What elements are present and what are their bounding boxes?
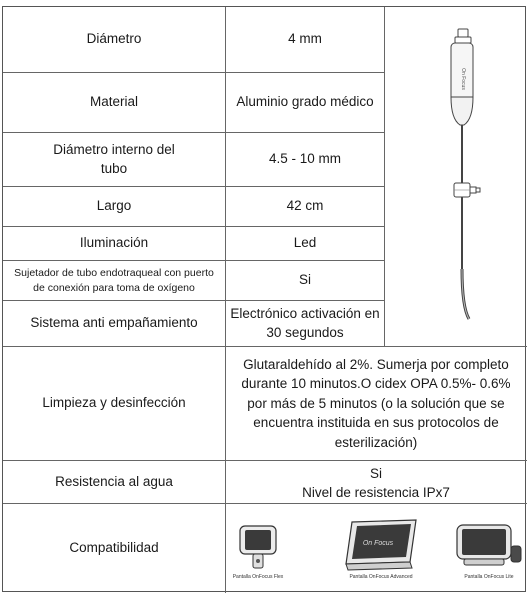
spec-value: 42 cm: [286, 198, 324, 214]
spec-label-cell: [3, 133, 226, 186]
spec-label-cell: [3, 7, 226, 72]
spec-row-material: [3, 72, 384, 132]
spec-value-cell: [226, 73, 384, 132]
spec-label: Iluminación: [79, 235, 149, 251]
spec-value-cell: [226, 261, 384, 300]
spec-label-cell: [3, 347, 226, 460]
spec-row-compatibility: [3, 503, 527, 593]
spec-label: Material: [89, 94, 138, 110]
spec-value-cell: [226, 7, 384, 72]
product-image-cell: [384, 7, 527, 346]
device-caption: Pantalla OnFocus Advanced: [349, 574, 413, 580]
spec-row-diameter: [3, 7, 384, 72]
spec-label: Sistema anti empañamiento: [30, 315, 198, 331]
spec-value-cell: [226, 227, 384, 260]
spec-value-secondary: Nivel de resistencia IPx7: [302, 484, 450, 500]
stylet-brand-text: On Focus: [460, 68, 466, 90]
device-onfocus-flex: [230, 524, 286, 580]
spec-row-anti-fog: [3, 300, 384, 346]
spec-label: Compatibilidad: [69, 540, 159, 556]
spec-label: Diámetro: [86, 31, 142, 47]
spec-value: 4.5 - 10 mm: [268, 151, 342, 167]
spec-value: Led: [293, 235, 317, 251]
spec-row-inner-diameter: [3, 132, 384, 186]
spec-row-cleaning: [3, 346, 527, 460]
spec-label: Largo: [96, 198, 132, 214]
device-caption: Pantalla OnFocus Flex: [232, 574, 284, 580]
spec-label-cell: [3, 461, 226, 503]
spec-label-cell: [3, 301, 226, 346]
spec-label: Diámetro interno del tubo: [53, 142, 175, 176]
monitor-lite-icon: [454, 522, 524, 572]
spec-row-tube-holder: [3, 260, 384, 300]
spec-row-water-resistance: [3, 460, 527, 503]
spec-table: [2, 6, 526, 592]
spec-value-cell: [226, 133, 384, 186]
compatibility-devices: [226, 504, 526, 593]
device-caption: Pantalla OnFocus Lite: [464, 574, 514, 580]
spec-value: Electrónico activación en 30 segundos: [230, 305, 380, 340]
spec-label-cell: [3, 227, 226, 260]
spec-label: Sujetador de tubo endotraqueal con puerto de conexión para toma de oxígeno: [14, 267, 214, 294]
device-onfocus-advanced: [336, 518, 426, 580]
spec-value: Si: [369, 466, 382, 481]
spec-value: 4 mm: [288, 31, 322, 47]
spec-label-cell: [3, 504, 226, 593]
spec-row-illumination: [3, 226, 384, 260]
spec-value: Aluminio grado médico: [236, 94, 374, 110]
spec-value-cell: [226, 347, 526, 460]
monitor-flex-icon: [238, 524, 278, 572]
spec-label: Resistencia al agua: [55, 473, 173, 489]
spec-value-cell: [226, 301, 384, 346]
spec-label-cell: [3, 73, 226, 132]
device-onfocus-lite: [454, 522, 524, 580]
stylet-illustration: [385, 7, 528, 346]
spec-label-cell: [3, 187, 226, 226]
monitor-screen-text: On Focus: [362, 540, 394, 547]
spec-label: Limpieza y desinfección: [42, 395, 186, 411]
spec-value: Glutaraldehído al 2%. Sumerja por completo durante 10 minutos.O cidex OPA 0.5%- 0.6% por más de 5 minutos (o la solución que se encuentra instituida en sus protocolos de esterilización): [241, 356, 511, 450]
spec-value-cell: [226, 461, 526, 503]
spec-value: Si: [298, 272, 311, 288]
spec-value-cell: [226, 187, 384, 226]
monitor-advanced-icon: [342, 518, 420, 572]
spec-row-length: [3, 186, 384, 226]
spec-label-cell: [3, 261, 226, 300]
